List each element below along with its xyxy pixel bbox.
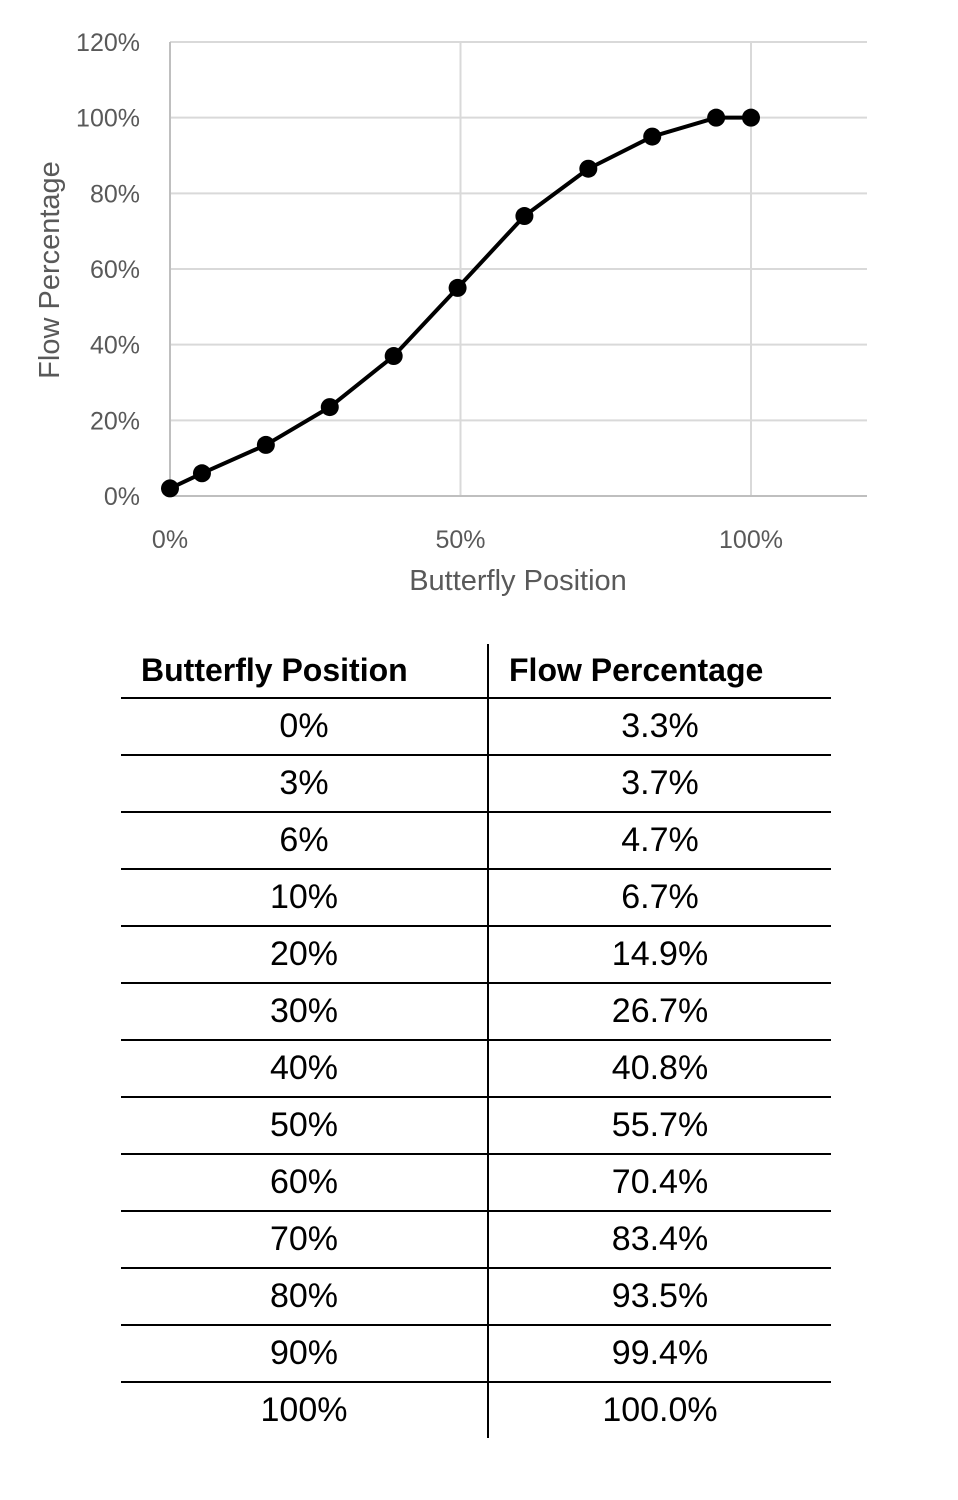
- position-cell: 30%: [121, 983, 488, 1040]
- position-cell: 90%: [121, 1325, 488, 1382]
- table-row: [121, 1211, 831, 1268]
- data-point: [449, 279, 467, 297]
- table-row: [121, 1268, 831, 1325]
- flow-cell: 70.4%: [488, 1154, 831, 1211]
- header-butterfly-position: Butterfly Position: [121, 644, 488, 698]
- data-point: [515, 207, 533, 225]
- flow-cell: 4.7%: [488, 812, 831, 869]
- data-point: [321, 398, 339, 416]
- data-point: [193, 464, 211, 482]
- data-point: [643, 128, 661, 146]
- flow-chart: [0, 0, 958, 610]
- table-row: [121, 1325, 831, 1382]
- x-axis-title: Butterfly Position: [409, 565, 627, 597]
- y-axis-title: Flow Percentage: [34, 161, 66, 379]
- flow-cell: 3.7%: [488, 755, 831, 812]
- position-cell: 70%: [121, 1211, 488, 1268]
- flow-cell: 99.4%: [488, 1325, 831, 1382]
- data-point: [707, 109, 725, 127]
- position-cell: 80%: [121, 1268, 488, 1325]
- position-cell: 0%: [121, 698, 488, 755]
- data-point: [161, 479, 179, 497]
- position-cell: 100%: [121, 1382, 488, 1438]
- data-point: [742, 109, 760, 127]
- data-point: [385, 347, 403, 365]
- flow-cell: 3.3%: [488, 698, 831, 755]
- flow-cell: 83.4%: [488, 1211, 831, 1268]
- position-cell: 10%: [121, 869, 488, 926]
- position-cell: 60%: [121, 1154, 488, 1211]
- table-header-row: [121, 644, 831, 698]
- y-tick-label: 120%: [76, 29, 140, 57]
- position-cell: 40%: [121, 1040, 488, 1097]
- table-row: [121, 1097, 831, 1154]
- position-cell: 50%: [121, 1097, 488, 1154]
- table-row: [121, 698, 831, 755]
- y-tick-label: 60%: [89, 256, 140, 284]
- flow-cell: 100.0%: [602, 1391, 718, 1429]
- flow-cell: 14.9%: [488, 926, 831, 983]
- x-tick-label: 100%: [719, 526, 783, 554]
- position-cell: 6%: [121, 812, 488, 869]
- x-tick-label: 50%: [435, 526, 486, 554]
- table-row: [121, 1040, 831, 1097]
- flow-cell: 40.8%: [488, 1040, 831, 1097]
- data-point: [579, 160, 597, 178]
- y-tick-label: 80%: [89, 180, 140, 209]
- header-flow-percentage: Flow Percentage: [488, 644, 831, 698]
- position-cell: 20%: [121, 926, 488, 983]
- flow-cell: 6.7%: [488, 869, 831, 926]
- y-tick-label: 40%: [89, 331, 140, 360]
- table-row: [121, 926, 831, 983]
- y-tick-label: 100%: [76, 104, 140, 133]
- table-row: [121, 755, 831, 812]
- flow-cell: 93.5%: [488, 1268, 831, 1325]
- table-row: [121, 983, 831, 1040]
- table-row: [121, 812, 831, 869]
- position-cell: 3%: [121, 755, 488, 812]
- data-point: [257, 436, 275, 454]
- table-row: [121, 869, 831, 926]
- flow-table: [121, 644, 831, 1438]
- x-tick-label: 0%: [151, 526, 189, 554]
- flow-cell: 55.7%: [488, 1097, 831, 1154]
- y-tick-label: 0%: [103, 483, 140, 511]
- table-row: [121, 1382, 831, 1438]
- flow-cell: 26.7%: [488, 983, 831, 1040]
- y-tick-label: 20%: [89, 407, 140, 436]
- table-row: [121, 1154, 831, 1211]
